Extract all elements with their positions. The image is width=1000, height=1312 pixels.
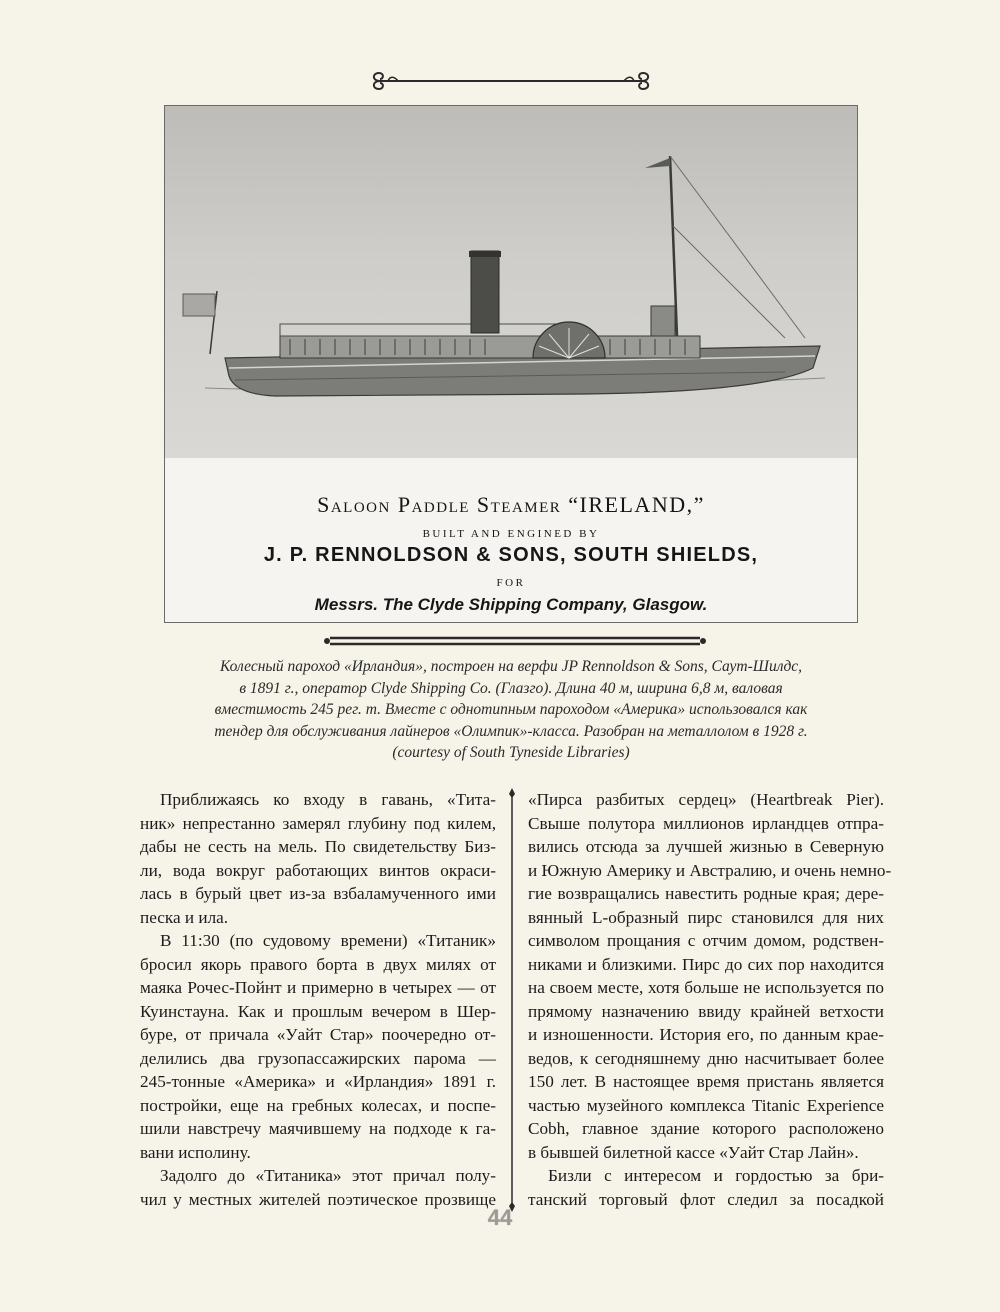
text-line: Куинстауна. Как и прошлым вечером в Шер- <box>140 1001 496 1021</box>
text-line: Приближаясь ко входу в гавань, «Тита- <box>160 790 496 809</box>
text-line: прямому назначению ввиду крайней ветхости <box>528 1001 884 1021</box>
card-title: Saloon Paddle Steamer “IRELAND,” <box>317 492 705 517</box>
text-line: бросил якорь правого борта в двух милях от <box>140 954 496 974</box>
text-line: вились отсюда за лучшей жизнью в Северную <box>528 837 884 856</box>
text-line: чил у местных жителей поэтическое прозвище <box>140 1189 496 1209</box>
left-column <box>140 788 496 1211</box>
text-line: символом прощания с отчим домом, родствен- <box>528 931 884 950</box>
ship-caption-card <box>165 458 857 623</box>
text-line: лась в бурый цвет из-за взбаламученного ими <box>140 884 496 903</box>
card-builder: J. P. RENNOLDSON & SONS, SOUTH SHIELDS, <box>263 544 759 566</box>
figure-caption <box>150 656 872 764</box>
caption-line: вместимость 245 рег. т. Вместе с однотипным пароходом «Америка» использовался как <box>214 701 808 718</box>
card-owner: Messrs. The Clyde Shipping Company, Glasgow. <box>314 595 708 614</box>
text-line: танский торговый флот следил за посадкой <box>528 1189 884 1209</box>
text-line: в бывшей билетной кассе «Уайт Стар Лайн». <box>528 1142 859 1162</box>
caption-line: тендер для обслуживания лайнеров «Олимпик»-класса. Разобран на металлолом в 1928 г. <box>214 722 808 740</box>
text-line: ли, вода вокруг работающих винтов окраси- <box>140 860 496 880</box>
text-line: и изношенности. История его, по данным крае- <box>528 1025 884 1044</box>
text-line: «Пирса разбитых сердец» (Heartbreak Pier). <box>528 790 884 809</box>
caption-line: (courtesy of South Tyneside Libraries) <box>392 744 630 761</box>
text-line: на своем месте, хотя больше не используется по <box>528 978 884 997</box>
text-line: 245-тонные «Америка» и «Ирландия» 1891 г. <box>140 1072 496 1091</box>
text-line: гие возвращались навестить родные края; дере- <box>528 884 884 903</box>
text-line: ведов, к сегодняшнему дню насчитывает более <box>528 1048 884 1068</box>
right-column <box>528 788 892 1211</box>
caption-line: в 1891 г., оператор Clyde Shipping Co. (Глазго). Длина 40 м, ширина 6,8 м, валовая <box>239 679 783 697</box>
text-line: постройки, еще на гребных колесах, и поспе- <box>140 1095 496 1115</box>
text-line: Свыше полутора миллионов ирландцев отпра- <box>528 813 884 833</box>
card-for: FOR <box>496 577 526 589</box>
text-line: буре, от причала «Уайт Стар» поочередно от- <box>140 1025 496 1044</box>
text-line: вани исполину. <box>140 1142 251 1162</box>
text-line: маяка Рочес-Пойнт и примерно в четырех — от <box>140 978 496 997</box>
text-line: ник» непрестанно замерял глубину под килем, <box>140 813 496 833</box>
caption-line: Колесный пароход «Ирландия», построен на верфи JP Rennoldson & Sons, Саут-Шилдс, <box>219 658 803 675</box>
column-divider <box>507 788 517 1212</box>
text-line: и Южную Америку и Австралию, и очень немно- <box>528 860 892 880</box>
text-line: Задолго до «Титаника» этот причал полу- <box>160 1166 496 1185</box>
text-line: никами и близкими. Пирс до сих пор находится <box>528 954 884 974</box>
page-number: 44 <box>487 1205 513 1230</box>
text-line: частью музейного комплекса Titanic Experience <box>528 1095 884 1115</box>
text-line: шили навстречу маячившему на подходе к га- <box>140 1119 496 1138</box>
text-line: песка и ила. <box>140 907 229 927</box>
text-line: вянный L-образный пирс становился для них <box>528 907 884 927</box>
text-line: В 11:30 (по судовому времени) «Титаник» <box>160 931 496 950</box>
text-line: дабы не сесть на мель. По свидетельству Биз- <box>140 837 496 856</box>
ship-photo <box>164 105 858 623</box>
top-ornament <box>370 70 652 92</box>
text-line: делились два грузопассажирских парома — <box>140 1048 496 1068</box>
text-line: 150 лет. В настоящее время пристань является <box>528 1072 884 1091</box>
ship-illustration <box>165 106 857 458</box>
text-line: Бизли с интересом и гордостью за бри- <box>548 1166 884 1185</box>
card-built-by: BUILT AND ENGINED BY <box>422 528 600 540</box>
caption-ornament <box>322 633 708 649</box>
text-line: Cobh, главное здание которого расположено <box>528 1119 884 1138</box>
